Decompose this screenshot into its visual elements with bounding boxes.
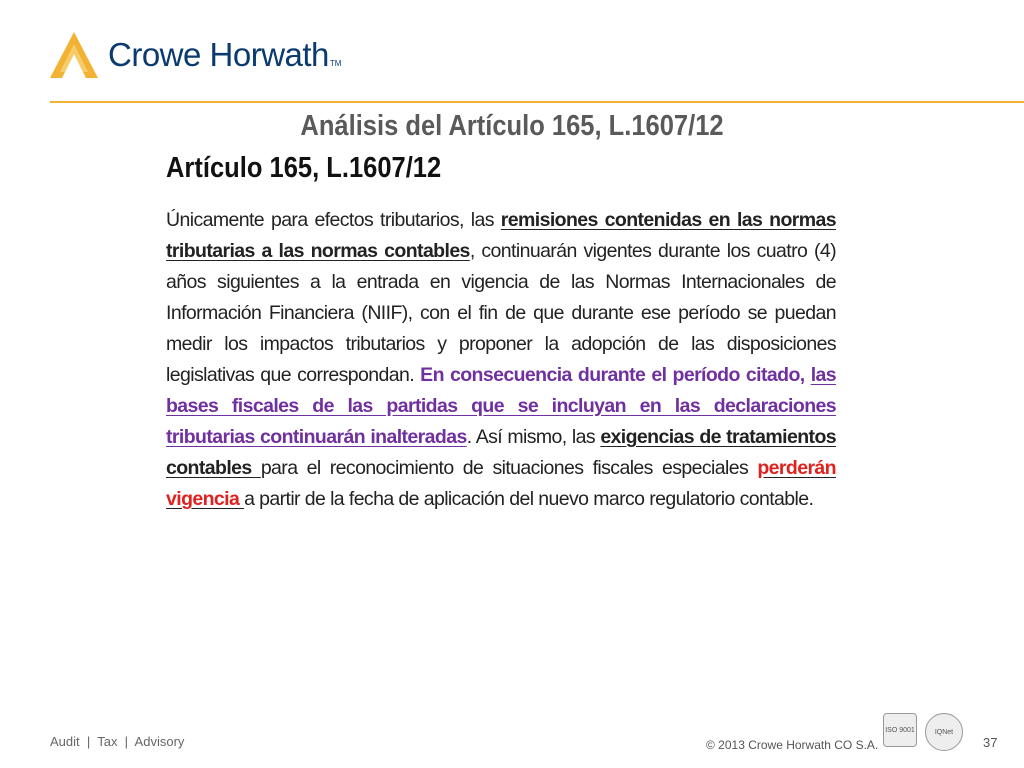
text-segment: para el reconocimiento de situaciones fiscales especiales [260,457,758,479]
article-body [166,205,836,515]
crowe-horwath-logo-icon [50,32,98,78]
logo-text: Crowe Horwath [108,36,329,73]
iso-certification-icon: ISO 9001 [883,713,917,747]
certification-badges [883,713,963,751]
slide-title: Análisis del Artículo 165, L.1607/12 [300,110,724,142]
text-segment: Únicamente para efectos tributarios, las [166,209,501,231]
emphasis-remisiones: remisiones contenidas en las normas tributarias a las normas contables [166,209,836,262]
highlight-perderan-vigencia: perderán vigencia [166,457,836,510]
iqnet-certification-icon: IQNet [925,713,963,751]
header-divider [50,101,1024,103]
article-content [166,152,836,515]
company-logo [50,30,341,80]
text-segment: a partir de la fecha de aplicación del nuevo marco regulatorio contable. [244,488,814,510]
logo-trademark: TM [329,59,342,68]
footer-tagline: Audit | Tax | Advisory [50,734,185,749]
highlight-consecuencia: En consecuencia durante el período citado, [420,364,811,386]
highlight-bases-fiscales: las bases fiscales de las partidas que se incluyan en las declaraciones tributarias continuarán inalteradas [166,364,837,448]
article-heading: Artículo 165, L.1607/12 [166,152,442,184]
text-segment: . Así mismo, las [466,426,601,448]
text-segment: , continuarán vigentes durante los cuatro (4) años siguientes a la entrada en vigencia de las Normas Internacionales de Información Financiera (NIIF), con el fin de que durante ese período se puedan medir los impactos tributarios y proponer la adopción de las disposiciones legislativas que correspondan. [166,240,837,386]
page-number: 37 [983,735,998,750]
emphasis-exigencias: exigencias de tratamientos contables [166,426,836,479]
footer-copyright: © 2013 Crowe Horwath CO S.A. [706,738,879,752]
